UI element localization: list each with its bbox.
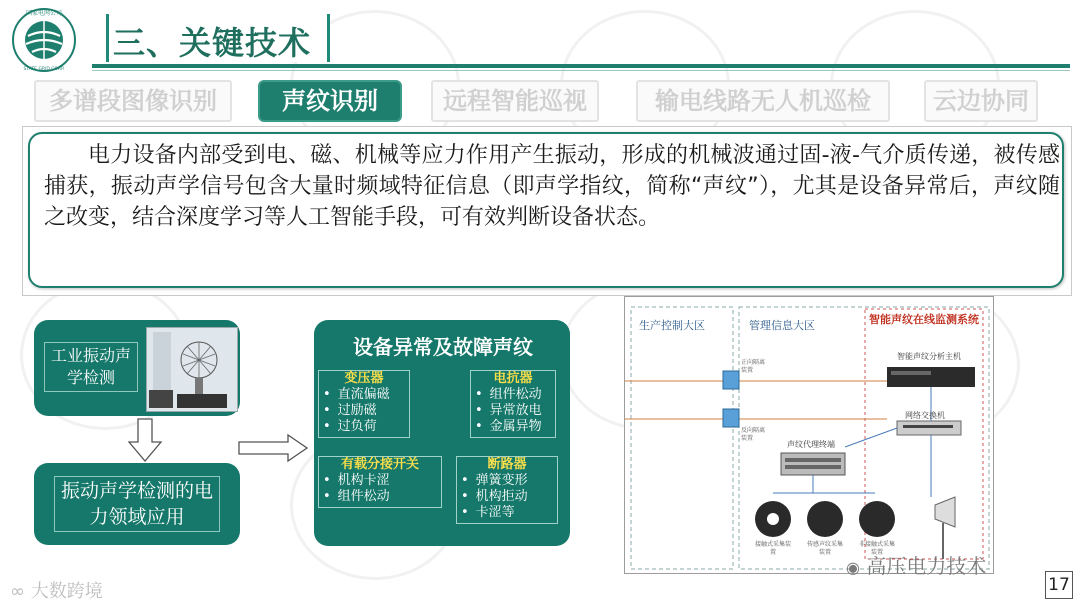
category-reactor — [470, 370, 556, 438]
isolator-forward-label: 正向隔离装置 — [741, 359, 766, 374]
tab-uav-inspection[interactable]: 输电线路无人机巡检 — [636, 80, 890, 122]
category-item: • 机构拒动 — [457, 489, 557, 505]
category-item: • 直流偏磁 — [319, 387, 409, 403]
vibration-sensor-photo — [146, 327, 238, 412]
proxy-label: 声纹代理终端 — [787, 440, 835, 449]
isolator-reverse-label: 反向隔离装置 — [741, 427, 766, 442]
system-title: 智能声纹在线监测系统 — [869, 313, 979, 326]
category-item: • 组件松动 — [319, 489, 441, 505]
category-tap-changer — [318, 456, 442, 508]
application-label: 振动声学检测的电力领域应用 — [54, 476, 220, 532]
category-breaker — [456, 456, 558, 524]
category-item: • 金属异物 — [471, 419, 555, 435]
tab-remote-inspection[interactable]: 远程智能巡视 — [431, 80, 599, 122]
title-box — [106, 14, 330, 62]
fault-panel-title: 设备异常及故障声纹 — [353, 335, 533, 359]
state-grid-logo — [8, 6, 80, 74]
wechat-icon: ◉ — [846, 558, 860, 577]
wechat-source-label: 高压电力技术 — [866, 554, 987, 578]
category-item: • 异常放电 — [471, 403, 555, 419]
brand-label: 大数跨境 — [30, 581, 103, 602]
category-item: • 弹簧变形 — [457, 473, 557, 489]
category-item: • 机构卡涩 — [319, 473, 441, 489]
system-diagram — [624, 296, 994, 574]
arrow-right-icon — [238, 434, 308, 462]
header-divider — [92, 64, 1070, 68]
category-item: • 组件松动 — [471, 387, 555, 403]
category-title: 电抗器 — [493, 371, 533, 386]
category-title: 断路器 — [487, 457, 527, 472]
host-label: 智能声纹分析主机 — [897, 352, 961, 361]
arrow-down-icon — [128, 418, 162, 462]
category-title: 变压器 — [344, 371, 384, 386]
page-number: 17 — [1045, 571, 1073, 599]
zone-production-label: 生产控制大区 — [639, 319, 705, 332]
brand-icon: ∞ — [10, 581, 25, 602]
header-divider-thin — [92, 70, 1070, 71]
switch-label: 网络交换机 — [905, 411, 945, 420]
zone-management-label: 管理信息大区 — [749, 319, 815, 332]
brand-watermark — [10, 577, 103, 603]
svg-text:国家电网公司: 国家电网公司 — [25, 10, 63, 17]
wechat-source — [846, 550, 986, 579]
svg-text:STATE GRID CORP.: STATE GRID CORP. — [23, 67, 65, 72]
device-label: 传感声纹采集装置 — [807, 541, 844, 556]
detection-label: 工业振动声学检测 — [44, 342, 138, 392]
tab-cloud-edge[interactable]: 云边协同 — [924, 80, 1038, 122]
category-item: • 过负荷 — [319, 419, 409, 435]
device-label: 接触式采集装置 — [755, 541, 792, 556]
page-title: 三、关键技术 — [113, 24, 312, 62]
tab-voiceprint[interactable]: 声纹识别 — [258, 80, 402, 122]
category-title: 有载分接开关 — [340, 457, 419, 472]
category-item: • 卡涩等 — [457, 505, 557, 521]
category-item: • 过励磁 — [319, 403, 409, 419]
category-transformer — [318, 370, 410, 438]
description-text: 电力设备内部受到电、磁、机械等应力作用产生振动，形成的机械波通过固-液-气介质传递，被传感捕获，振动声学信号包含大量时频域特征信息（即声学指纹，简称“声纹”），尤其是设备异常后，声纹随之改变，结合深度学习等人工智能手段，可有效判断设备状态。 — [44, 143, 1060, 230]
device-label: 非接触式采集装置 — [859, 541, 896, 556]
tab-multispectral[interactable]: 多谱段图像识别 — [34, 80, 232, 122]
